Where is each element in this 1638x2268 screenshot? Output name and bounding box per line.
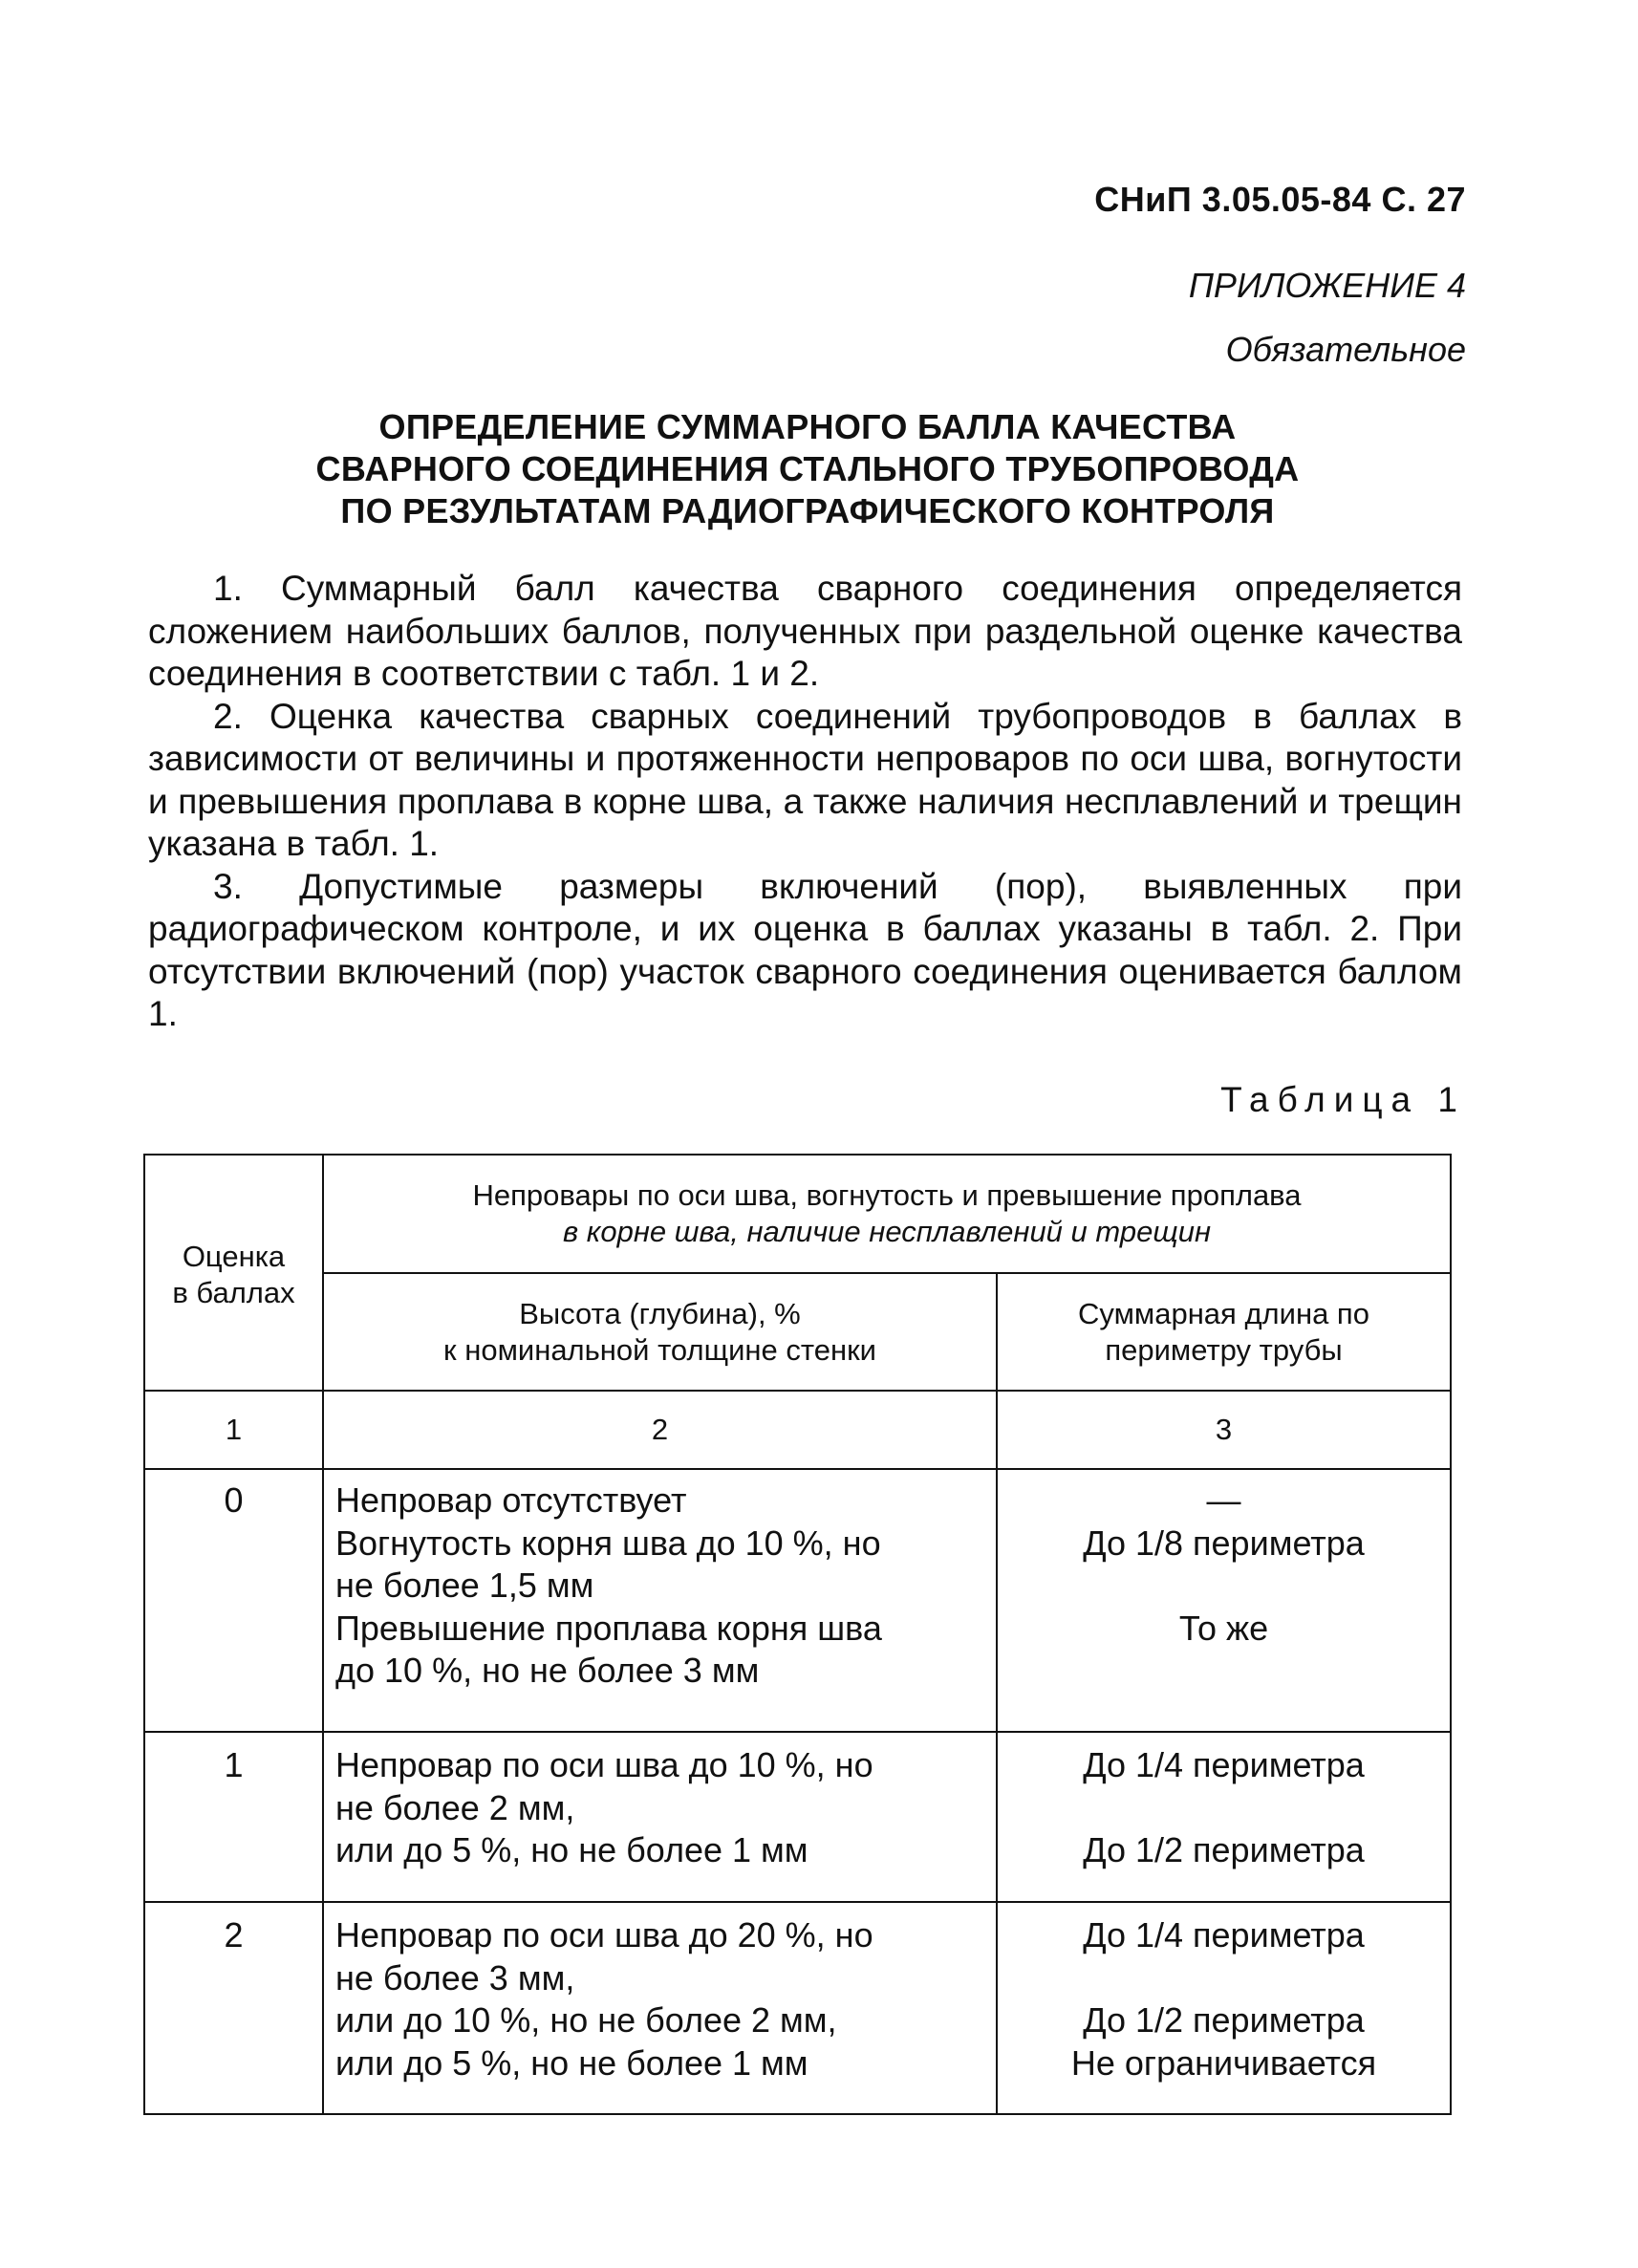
cell-line: не более 1,5 мм	[335, 1566, 594, 1605]
column-number: 2	[323, 1391, 997, 1469]
title-line: ПО РЕЗУЛЬТАТАМ РАДИОГРАФИЧЕСКОГО КОНТРОЛЯ	[340, 491, 1275, 530]
paragraph-3: 3. Допустимые размеры включений (пор), выявленных при радиографическом контроле, и их оценка в баллах указаны в табл. 2. При отсутствии включений (пор) участок сварного соединения оценивается баллом 1.	[148, 866, 1462, 1033]
column-number: 3	[997, 1391, 1451, 1469]
cell-line: до 10 %, но не более 3 мм	[335, 1651, 760, 1690]
table-row	[144, 1902, 1451, 2114]
appendix-status: Обязательное	[1225, 330, 1466, 369]
score-cell: 2	[144, 1902, 323, 2114]
cell-line: До 1/4 периметра	[1083, 1745, 1365, 1784]
cell-line: До 1/2 периметра	[1083, 2000, 1365, 2040]
title-line: ОПРЕДЕЛЕНИЕ СУММАРНОГО БАЛЛА КАЧЕСТВА	[378, 407, 1237, 446]
cell-line: До 1/4 периметра	[1083, 1915, 1365, 1955]
header-line: в баллах	[172, 1275, 295, 1309]
body-text	[148, 568, 1462, 1036]
document-title	[143, 406, 1472, 532]
length-column-header	[997, 1273, 1451, 1391]
height-cell	[323, 1469, 997, 1732]
title-line: СВАРНОГО СОЕДИНЕНИЯ СТАЛЬНОГО ТРУБОПРОВОДА	[315, 449, 1300, 488]
cell-line: Вогнутость корня шва до 10 %, но	[335, 1523, 881, 1563]
group-column-header	[323, 1155, 1451, 1273]
header-line: к номинальной толщине стенки	[443, 1332, 876, 1367]
cell-line: То же	[1178, 1608, 1269, 1648]
cell-line: или до 5 %, но не более 1 мм	[335, 2042, 808, 2083]
length-cell	[997, 1902, 1451, 2114]
cell-line: Не ограничивается	[1070, 2042, 1377, 2083]
cell-line: Непровар отсутствует	[335, 1480, 687, 1520]
header-line: Непровары по оси шва, вогнутость и превышение проплава	[472, 1178, 1302, 1212]
scores-table	[143, 1154, 1452, 2115]
paragraph-1: 1. Суммарный балл качества сварного соединения определяется сложением наибольших баллов, полученных при раздельной оценке качества соединения в соответствии с табл. 1 и 2.	[148, 569, 1462, 693]
header-line: Высота (глубина), %	[519, 1296, 801, 1330]
header-line: периметру трубы	[1105, 1332, 1343, 1367]
score-column-header	[144, 1155, 323, 1391]
cell-line: До 1/8 периметра	[1083, 1523, 1365, 1563]
column-number-row	[144, 1391, 1451, 1469]
table-caption: Таблица 1	[1220, 1080, 1466, 1119]
cell-line: или до 5 %, но не более 1 мм	[335, 1830, 808, 1869]
length-cell	[997, 1469, 1451, 1732]
cell-line	[998, 1957, 1450, 2000]
cell-line: До 1/2 периметра	[1083, 1830, 1365, 1869]
paragraph-2: 2. Оценка качества сварных соединений трубопроводов в баллах в зависимости от величины и протяженности непроваров по оси шва, вогнутости и превышения проплава в корне шва, а также наличия несплавлений и трещин указана в табл. 1.	[148, 696, 1462, 863]
appendix-label: ПРИЛОЖЕНИЕ 4	[1188, 266, 1466, 305]
cell-line: не более 2 мм,	[335, 1787, 575, 1827]
header-line: в корне шва, наличие несплавлений и трещин	[562, 1215, 1212, 1248]
table-subheader-row	[144, 1273, 1451, 1391]
height-cell	[323, 1902, 997, 2114]
table-row	[144, 1732, 1451, 1902]
cell-line: или до 10 %, но не более 2 мм,	[335, 2000, 837, 2040]
column-number: 1	[144, 1391, 323, 1469]
cell-line: —	[1206, 1480, 1241, 1520]
cell-line	[998, 1787, 1450, 1830]
cell-line	[998, 1565, 1450, 1608]
height-cell	[323, 1732, 997, 1902]
table-row	[144, 1469, 1451, 1732]
running-head: СНиП 3.05.05-84 С. 27	[1094, 180, 1466, 219]
cell-line	[998, 1650, 1450, 1693]
height-column-header	[323, 1273, 997, 1391]
cell-line: Превышение проплава корня шва	[335, 1608, 882, 1648]
header-line: Суммарная длина по	[1078, 1296, 1369, 1330]
table-header-row	[144, 1155, 1451, 1273]
score-cell: 0	[144, 1469, 323, 1732]
length-cell	[997, 1732, 1451, 1902]
score-cell: 1	[144, 1732, 323, 1902]
header-line: Оценка	[182, 1239, 286, 1273]
cell-line: Непровар по оси шва до 10 %, но	[335, 1745, 873, 1784]
cell-line: не более 3 мм,	[335, 1957, 575, 1998]
cell-line: Непровар по оси шва до 20 %, но	[335, 1915, 873, 1955]
